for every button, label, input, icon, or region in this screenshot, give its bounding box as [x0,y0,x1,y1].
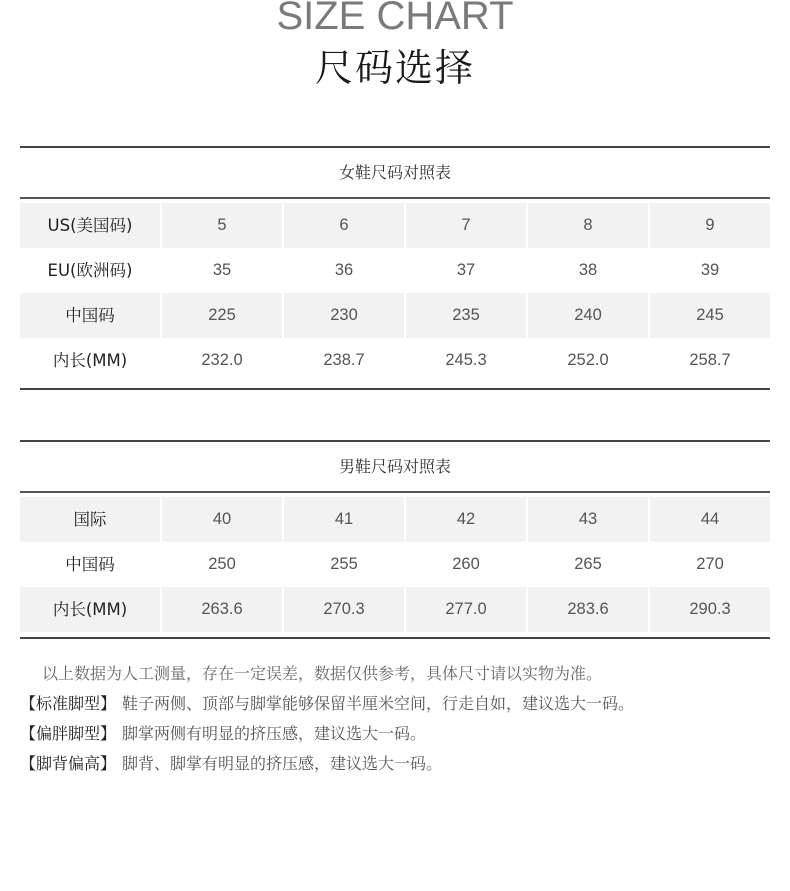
table-cell: 283.6 [528,587,648,632]
table-cell: 42 [406,497,526,542]
page-title-english: SIZE CHART [276,0,514,38]
row-label: EU(欧洲码) [47,261,133,280]
table-cell: 245.3 [445,351,487,369]
table-cell: 44 [650,497,770,542]
table-cell: 36 [334,261,354,279]
table-cell: 270.3 [284,587,404,632]
table-cell: 260 [452,555,480,573]
table-caption: 男鞋尺码对照表 [338,457,451,476]
table-cell: 250 [208,555,236,573]
table-cell: 265 [574,555,602,573]
table-cell: 225 [162,293,282,338]
row-label: 内长(MM) [20,587,160,632]
table-cell: 5 [162,203,282,248]
table-cell: 8 [528,203,648,248]
row-label: 国际 [20,497,160,542]
table-row [20,497,770,542]
row-label: US(美国码) [20,203,160,248]
note-text: 鞋子两侧、顶部与脚掌能够保留半厘米空间，行走自如，建议选大一码。 [122,694,635,713]
table-cell: 40 [162,497,282,542]
page-title-chinese: 尺码选择 [314,46,475,90]
table-row [20,587,770,632]
table-cell: 290.3 [650,587,770,632]
fit-notes [20,660,780,778]
table-row [20,203,770,248]
table-cell: 252.0 [567,351,609,369]
row-label: 中国码 [20,293,160,338]
table-cell: 39 [700,261,720,279]
table-cell: 270 [696,555,724,573]
table-cell: 240 [528,293,648,338]
row-label: 中国码 [65,555,115,574]
table-cell: 238.7 [323,351,365,369]
table-row [20,338,770,383]
table-cell: 37 [456,261,476,279]
table-cell: 232.0 [201,351,243,369]
table-cell: 235 [406,293,526,338]
note-tag: 【脚背偏高】 [20,754,117,773]
table-caption: 女鞋尺码对照表 [338,163,451,182]
table-cell: 263.6 [162,587,282,632]
table-row [20,293,770,338]
note-standard-foot [20,690,780,718]
table-cell: 245 [650,293,770,338]
table-row [20,542,770,587]
table-cell: 41 [284,497,404,542]
note-high-instep [20,750,780,778]
table-row [20,248,770,293]
table-cell: 35 [212,261,232,279]
note-tag: 【偏胖脚型】 [20,724,117,743]
table-cell: 9 [650,203,770,248]
women-size-table [20,146,770,390]
table-cell: 38 [578,261,598,279]
note-tag: 【标准脚型】 [20,694,117,713]
table-cell: 255 [330,555,358,573]
table-cell: 6 [284,203,404,248]
row-label: 内长(MM) [52,351,128,370]
note-wide-foot [20,720,780,748]
table-cell: 43 [528,497,648,542]
men-size-table [20,440,770,639]
note-text: 脚背、脚掌有明显的挤压感，建议选大一码。 [122,754,443,773]
note-text: 脚掌两侧有明显的挤压感，建议选大一码。 [122,724,427,743]
table-bottom-rule [20,388,770,390]
table-cell: 7 [406,203,526,248]
table-cell: 258.7 [689,351,731,369]
table-bottom-rule [20,637,770,639]
measurement-disclaimer: 以上数据为人工测量，存在一定误差，数据仅供参考，具体尺寸请以实物为准。 [42,664,603,683]
table-cell: 230 [284,293,404,338]
table-cell: 277.0 [406,587,526,632]
